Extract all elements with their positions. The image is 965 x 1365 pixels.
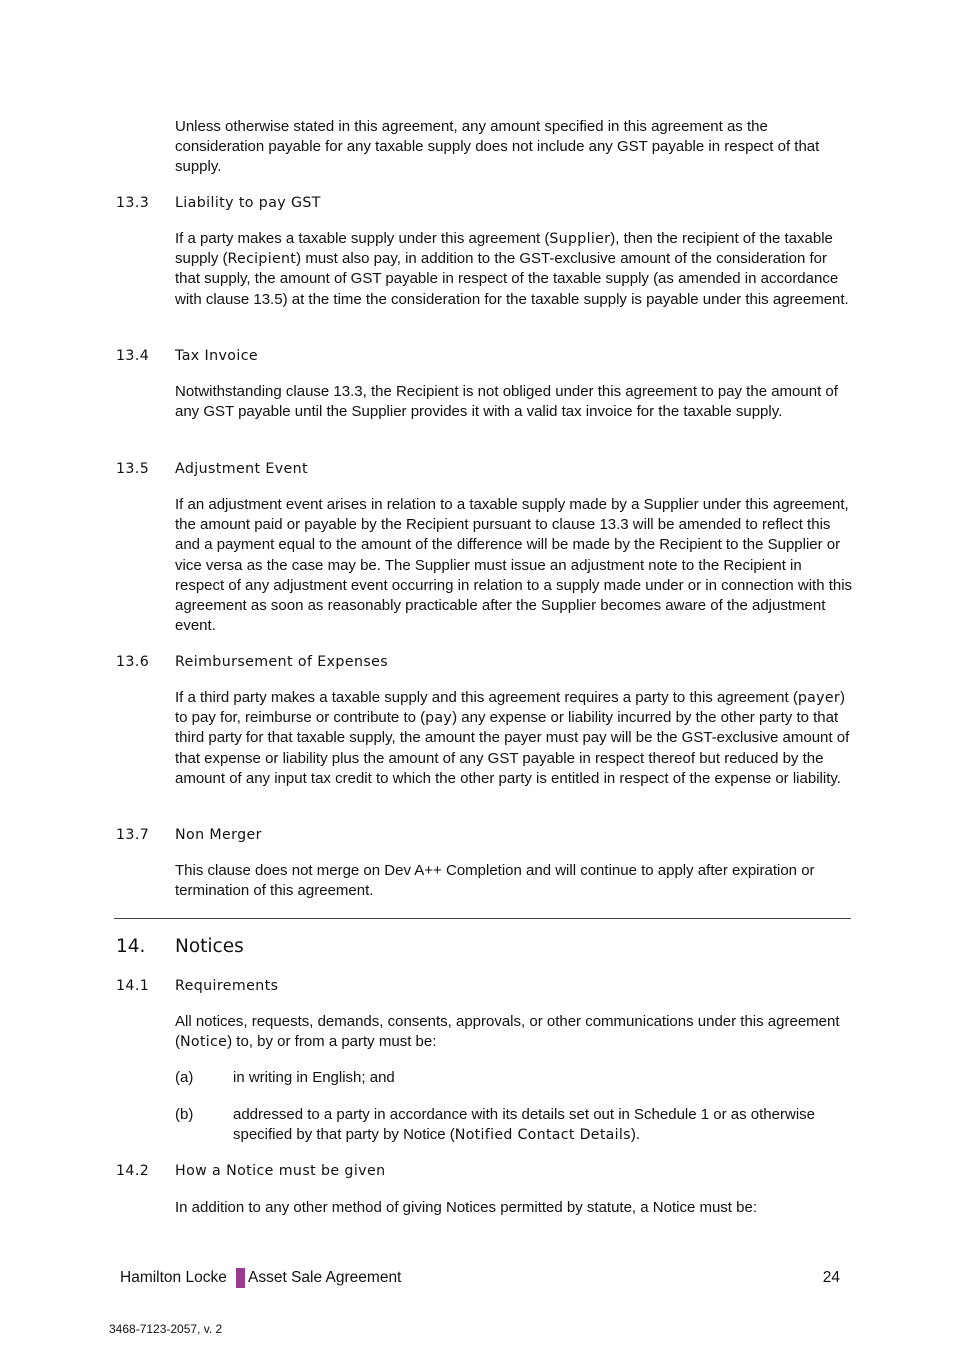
section-number: 13.4 (116, 348, 150, 364)
body-text: addressed to a party in accordance with its details set out in Schedule 1 or as otherwise specified by that party by Notice ( (233, 1106, 815, 1144)
firm-name: Hamilton Locke (120, 1269, 227, 1286)
section-body-13-3 (175, 229, 855, 310)
body-text: ) must also pay, in addition to the GST-exclusive amount of the consideration for that supply, the amount of GST payable in respect of the taxable supply (as amended in accordance with clause 13.5) at the time the consideration for the taxable supply is payable under this agreement. (175, 250, 849, 308)
brand-bar (236, 1268, 245, 1288)
defined-term: Supplier (549, 231, 611, 247)
section-title: Adjustment Event (175, 461, 309, 477)
clause-number: 14. (116, 936, 146, 957)
body-text: ), then the recipient of the taxable supply ( (175, 230, 833, 268)
section-title: Liability to pay GST (175, 195, 321, 211)
section-body-13-5: If an adjustment event arises in relation to a taxable supply made by a Supplier under this agreement, the amount paid or payable by the Recipient pursuant to clause 13.3 will be amended to reflect this and a payment equal to the amount of the difference will be made by the Recipient to the Supplier or vice versa as the case may be. The Supplier must issue an adjustment note to the Recipient in respect of any adjustment event occurring in relation to a supply made under or in connection with this agreement as soon as reasonably practicable after the Supplier becomes aware of the adjustment event. (175, 496, 853, 635)
defined-term: payer (797, 690, 840, 706)
defined-term: Notice (180, 1034, 228, 1051)
document-reference: 3468-7123-2057, v. 2 (109, 1322, 223, 1336)
section-number: 14.1 (116, 978, 150, 994)
section-body-14-2: In addition to any other method of giving Notices permitted by statute, a Notice must be: (175, 1199, 757, 1216)
section-title: Non Merger (175, 827, 262, 843)
section-number: 14.2 (116, 1163, 150, 1179)
list-text: in writing in English; and (233, 1069, 395, 1086)
section-number: 13.7 (116, 827, 150, 843)
section-title: How a Notice must be given (175, 1163, 386, 1179)
defined-term: pay (425, 710, 453, 727)
section-body-13-6 (175, 688, 855, 789)
list-label: (b) (175, 1106, 194, 1123)
defined-term: Recipient (227, 251, 297, 268)
list-text (233, 1105, 833, 1145)
page-footer (120, 1267, 840, 1289)
section-body-13-7: This clause does not merge on Dev A++ Completion and will continue to apply after expiration or termination of this agreement. (175, 862, 815, 900)
section-title: Requirements (175, 978, 279, 994)
body-text: ). (630, 1126, 641, 1144)
section-number: 13.6 (116, 654, 150, 670)
clause-title: Notices (175, 936, 244, 957)
section-number: 13.3 (116, 195, 150, 211)
body-text: ) to, by or from a party must be: (227, 1033, 437, 1051)
defined-term: Notified Contact Details (454, 1127, 631, 1144)
list-label: (a) (175, 1069, 194, 1086)
document-title: Asset Sale Agreement (248, 1269, 402, 1286)
body-text: All notices, requests, demands, consents, approvals, or other communications under this agreement ( (175, 1013, 840, 1051)
section-body-13-4: Notwithstanding clause 13.3, the Recipient is not obliged under this agreement to pay the amount of any GST payable until the Supplier provides it with a valid tax invoice for the taxable supply. (175, 383, 838, 421)
section-number: 13.5 (116, 461, 150, 477)
section-title: Tax Invoice (175, 348, 259, 364)
section-title: Reimbursement of Expenses (175, 654, 389, 670)
section-body-14-1 (175, 1012, 855, 1052)
intro-paragraph: Unless otherwise stated in this agreement, any amount specified in this agreement as the consideration payable for any taxable supply does not include any GST payable in respect of that supply. (175, 118, 820, 176)
body-text: If a party makes a taxable supply under this agreement ( (175, 230, 550, 247)
body-text: ) any expense or liability incurred by the other party to that third party for that taxable supply, the amount the payer must pay will be the GST-exclusive amount of that expense or liability plus the amount of any GST payable in respect thereof but reduced by the amount of any input tax credit to which the other party is entitled in respect of the expense or liability. (175, 709, 850, 787)
body-text: ) to pay for, reimburse or contribute to ( (175, 689, 845, 727)
page-number: 24 (822, 1269, 840, 1286)
body-text: If a third party makes a taxable supply and this agreement requires a party to this agreement ( (175, 689, 798, 706)
clause-divider (114, 918, 851, 919)
